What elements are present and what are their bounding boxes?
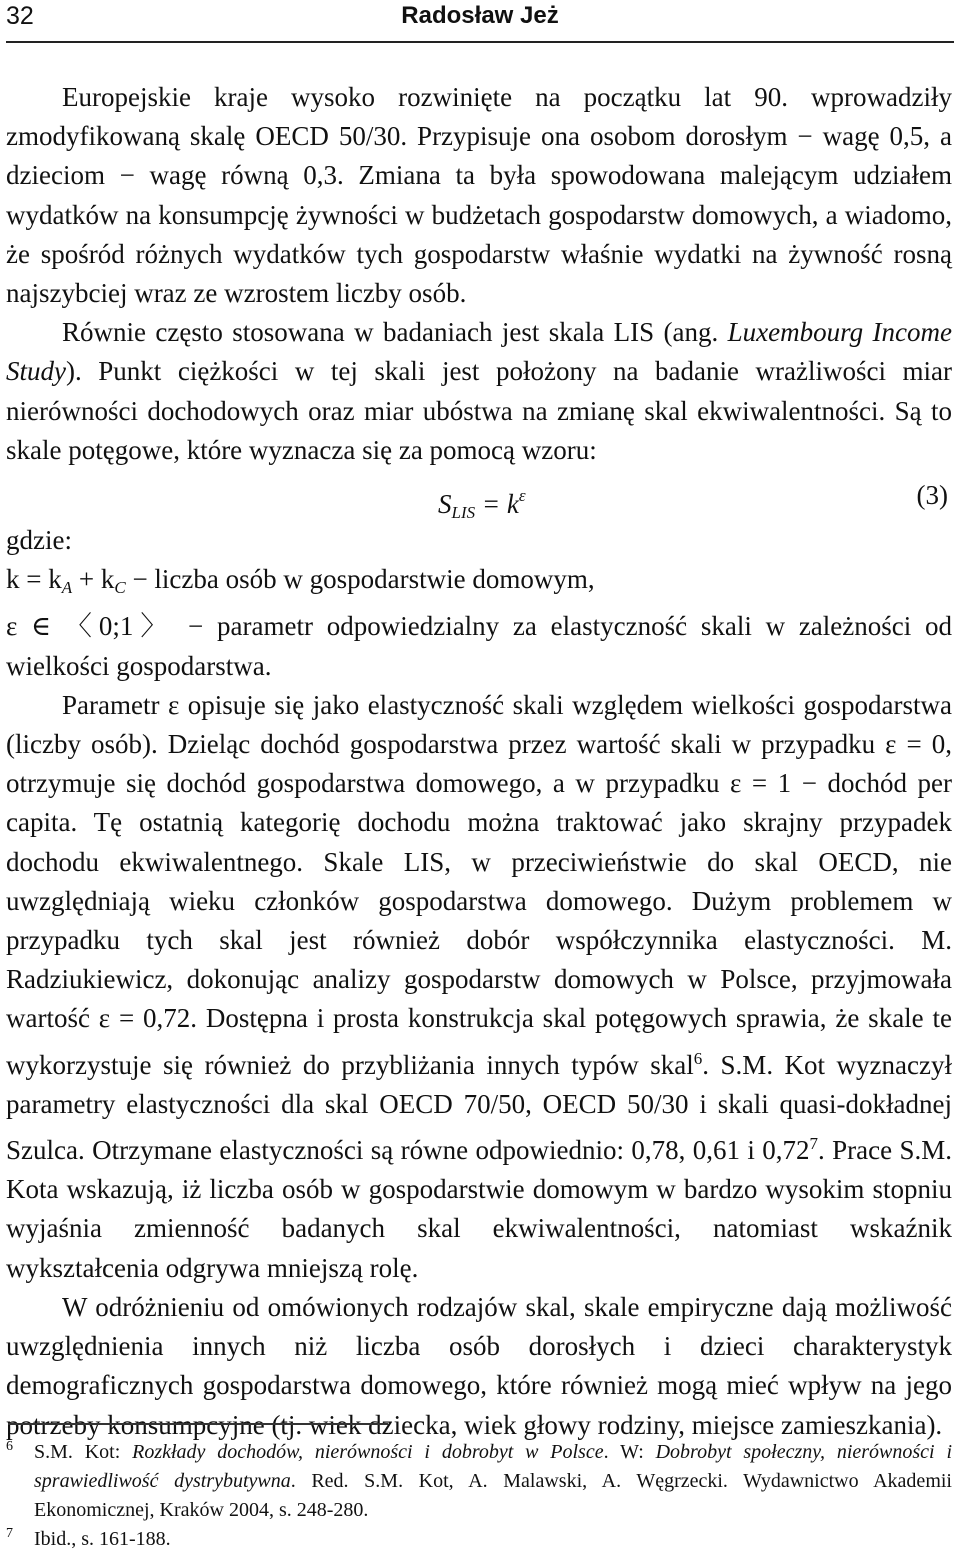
page-number: 32: [6, 2, 34, 30]
footnote-ref-7[interactable]: 7: [809, 1134, 818, 1154]
paragraph-2: [6, 313, 952, 470]
formula-3: [6, 470, 952, 521]
paragraph-3: Parametr ε opisuje się jako elastyczność skali względem wielkości gospodarstwa (liczby osób). Dzieląc dochód gospodarstwa przez wartość skali w przypadku ε = 0, otrzymuje się dochód gospodarstwa domowego, a w przypadku ε = 1 − dochód per capita. Tę ostatnią kategorię dochodu można traktować jako skrajny przypadek dochodu ekwiwalentnego. Skale LIS, w przeciwieństwie do skal OECD, nie uwzględniają wieku członków gospodarstwa domowego. Dużym problemem w przypadku tych skal jest również dobór współczynnika elastyczności. M. Radziukiewicz, dokonując analizy gospodarstw domowych w Polsce, przyjmowała wartość ε = 0,72. Dostępna i prosta konstrukcja skal potęgowych sprawia, że skale te wykorzystuje się również do przybliżania innych typów skal$^6$. S.M. Kot wyznaczył parametry elastyczności dla skal OECD 70/50, OECD 50/30 i skali quasi-dokładnej Szulca. Otrzymane elastyczności są równe odpowiednio: 0,78, 0,61 i 0,72$^7$. Prace S.M. Kota wskazują, iż liczba osób w gospodarstwie domowym w bardzo wysokim stopniu wyjaśnia zmienność badanych skal ekwiwalentności, natomiast wskaźnik wykształcenia odgrywa mniejszą rolę.: [6, 689, 952, 1283]
gdzie-label: gdzie:: [6, 525, 72, 556]
running-head-author: Radosław Jeż: [401, 2, 559, 29]
definition-epsilon: ε ∈ 〈0;1〉 − parametr odpowiedzialny za elastyczność skali w zależności od wielkości gospodarstwa.: [6, 611, 952, 681]
body-text: [6, 78, 952, 1445]
footnote-7: 7 Ibid., s. 161-188.: [6, 1525, 952, 1554]
footnote-ref-6[interactable]: 6: [693, 1048, 703, 1068]
page-header: [6, 0, 954, 44]
header-rule: [6, 41, 954, 43]
formula-expression: $S_{LIS} = k^\varepsilon$: [438, 486, 526, 523]
footnote-mark: 6: [6, 1439, 13, 1454]
definition-k: $k = k_A + k_C$ − liczba osób w gospodarstwie domowym,: [6, 564, 595, 598]
paragraph-2-text-b: ). Punkt ciężkości w tej skali jest położony na badanie wrażliwości miar nierówności dochodowych oraz miar ubóstwa na zmianę skal ekwiwalentności. Są to skale potęgowe, które wyznacza się za pomocą wzoru:: [6, 356, 952, 465]
footnote-6: 6 S.M. Kot: Rozkłady dochodów, nierówności i dobrobyt w Polsce. W: Dobrobyt społeczny, nierówności i sprawiedliwość dystrybutywna. Red. S.M. Kot, A. Malawski, A. Węgrzecki. Wydawnictwo Akademii Ekonomicznej, Kraków 2004, s. 248-280.: [6, 1438, 952, 1525]
paragraph-2-italic: Luxembourg Income Study: [6, 317, 952, 387]
paragraph-2-text-a: Równie często stosowana w badaniach jest skala LIS (ang.: [62, 317, 728, 348]
paragraph-4: W odróżnieniu od omówionych rodzajów skal, skale empiryczne dają możliwość uwzględnienia innych niż liczba osób dorosłych i dzieci charakterystyk demograficznych gospodarstwa domowego, które również mogą mieć wpływ na jego potrzeby konsumpcyjne (tj. wiek dziecka, wiek głowy rodziny, miejsce zamieszkania).: [6, 1291, 952, 1440]
paragraph-1: Europejskie kraje wysoko rozwinięte na początku lat 90. wprowadziły zmodyfikowaną skalę OECD 50/30. Przypisuje ona osobom dorosłym − wagę 0,5, a dzieciom − wagę równą 0,3. Zmiana ta była spowodowana malejącym udziałem wydatków na konsumpcję żywności w budżetach gospodarstw domowych, a wiadomo, że spośród różnych wydatków tych gospodarstw właśnie wydatki na żywność rosną najszybciej wraz ze wzrostem liczby osób.: [6, 82, 952, 309]
footnotes: [6, 1438, 952, 1554]
footnote-rule: [8, 1423, 388, 1425]
formula-number: (3): [916, 480, 948, 511]
footnote-mark: 7: [6, 1526, 13, 1541]
